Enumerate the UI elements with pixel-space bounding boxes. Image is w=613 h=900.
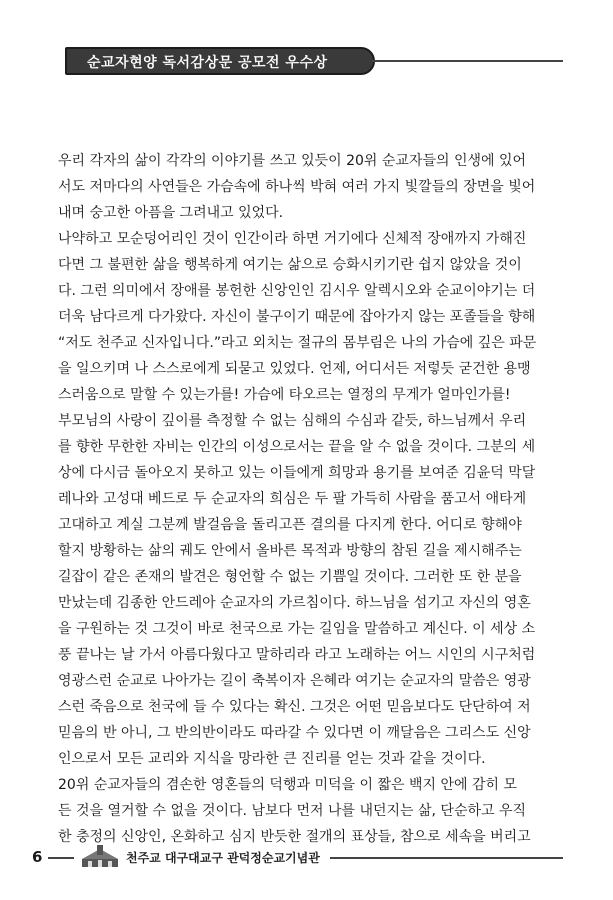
text-line: 영광스런 순교로 나아가는 길이 축복이자 은혜라 여기는 순교자의 말씀은 영광 [58,673,531,689]
text-line: 레나와 고성대 베드로 두 순교자의 희심은 두 팔 가득히 사람을 품고서 애타게 [58,491,527,507]
text-line: 스러움으로 말할 수 있는가를! 가슴에 타오르는 열정의 무게가 얼마인가를! [58,387,511,403]
text-line: 길잡이 같은 존재의 발견은 형언할 수 없는 기쁨일 것이다. 그러한 또 한 분을 [58,569,522,585]
text-line: 다면 그 불편한 삶을 행복하게 여기는 삶으로 승화시키기란 쉽지 않았을 것이 [58,257,522,273]
page-header-title: 순교자현양 독서감상문 공모전 우수상 [87,55,328,71]
text-line: 상에 다시금 돌아오지 못하고 있는 이들에게 희망과 용기를 보여준 김윤덕 막달 [58,465,536,481]
text-line: 풍 끝나는 날 가서 아름다웠다고 말하리라 라고 노래하는 어느 시인의 시구처럼 [58,647,536,663]
text-line: 스런 죽음으로 천국에 들 수 있다는 확신. 그것은 어떤 믿음보다도 단단하여 저 [58,699,531,715]
page-footer [30,843,563,873]
text-line: 믿음의 반 아니, 그 반의반이라도 따라갈 수 있다면 이 깨달음은 그리스도 신앙 [58,725,531,741]
text-line: “저도 천주교 신자입니다.”라고 외치는 절규의 몸부림은 나의 가슴에 깊은 파문 [58,335,537,351]
text-line: 든 것을 열거할 수 없을 것이다. 남보다 먼저 나를 내던지는 삶, 단순하고 우직 [58,803,527,819]
text-line: 만났는데 김종한 안드레아 순교자의 가르침이다. 하느님을 섬기고 자신의 영혼 [58,595,531,611]
body-text [58,148,563,850]
text-line: 내며 숭고한 아픔을 그려내고 있었다. [58,205,284,221]
text-line: 부모님의 사랑이 깊이를 측정할 수 없는 심해의 수심과 같듯, 하느님께서 우리 [58,413,527,429]
text-line: 20위 순교자들의 겸손한 영혼들의 덕행과 미덕을 이 짧은 백지 안에 감히 모 [58,777,517,793]
text-line: 인으로서 모든 교리와 지식을 망라한 큰 진리를 얻는 것과 같을 것이다. [58,751,486,767]
text-line: 할지 방황하는 삶의 궤도 안에서 올바른 목적과 방향의 참된 길을 제시해주는 [58,543,522,559]
text-line: 우리 각자의 삶이 각각의 이야기를 쓰고 있듯이 20위 순교자들의 인생에 있어 [58,153,527,169]
cathedral-icon [80,845,120,869]
footer-title: 천주교 대구대교구 관덕정순교기념관 [126,851,320,865]
footer-rule-left [48,857,74,859]
page-number: 6 [32,848,43,866]
text-line: 을 구원하는 것 그것이 바로 천국으로 가는 길임을 말씀하고 계신다. 이 세상 소 [58,621,536,637]
text-line: 한 충정의 신앙인, 온화하고 심지 반듯한 절개의 표상들, 참으로 세속을 버리고 [58,829,531,845]
text-line: 을 일으키며 나 스스로에게 되묻고 있었다. 언제, 어디서든 저렇듯 굳건한 용맹 [58,361,531,377]
text-line: 고대하고 계실 그분께 발걸음을 돌리고픈 결의를 다지게 한다. 어디로 향해야 [58,517,522,533]
header-band [65,47,375,75]
text-line: 다. 그런 의미에서 장애를 봉헌한 신앙인인 김시우 알렉시오와 순교이야기는 더 [58,283,536,299]
text-line: 나약하고 모순덩어리인 것이 인간이라 하면 거기에다 신체적 장애까지 가해진 [58,231,527,247]
text-line: 더욱 남다르게 다가왔다. 자신이 불구이기 때문에 잡아가지 않는 포졸들을 향해 [58,309,536,325]
text-line: 를 향한 무한한 자비는 인간의 이성으로서는 끝을 알 수 없을 것이다. 그분의 세 [58,439,536,455]
footer-rule-right [330,857,563,859]
header-rule [372,60,563,62]
text-line: 서도 저마다의 사연들은 가슴속에 하나씩 박혀 여러 가지 빛깔들의 장면을 빛어 [58,179,536,195]
